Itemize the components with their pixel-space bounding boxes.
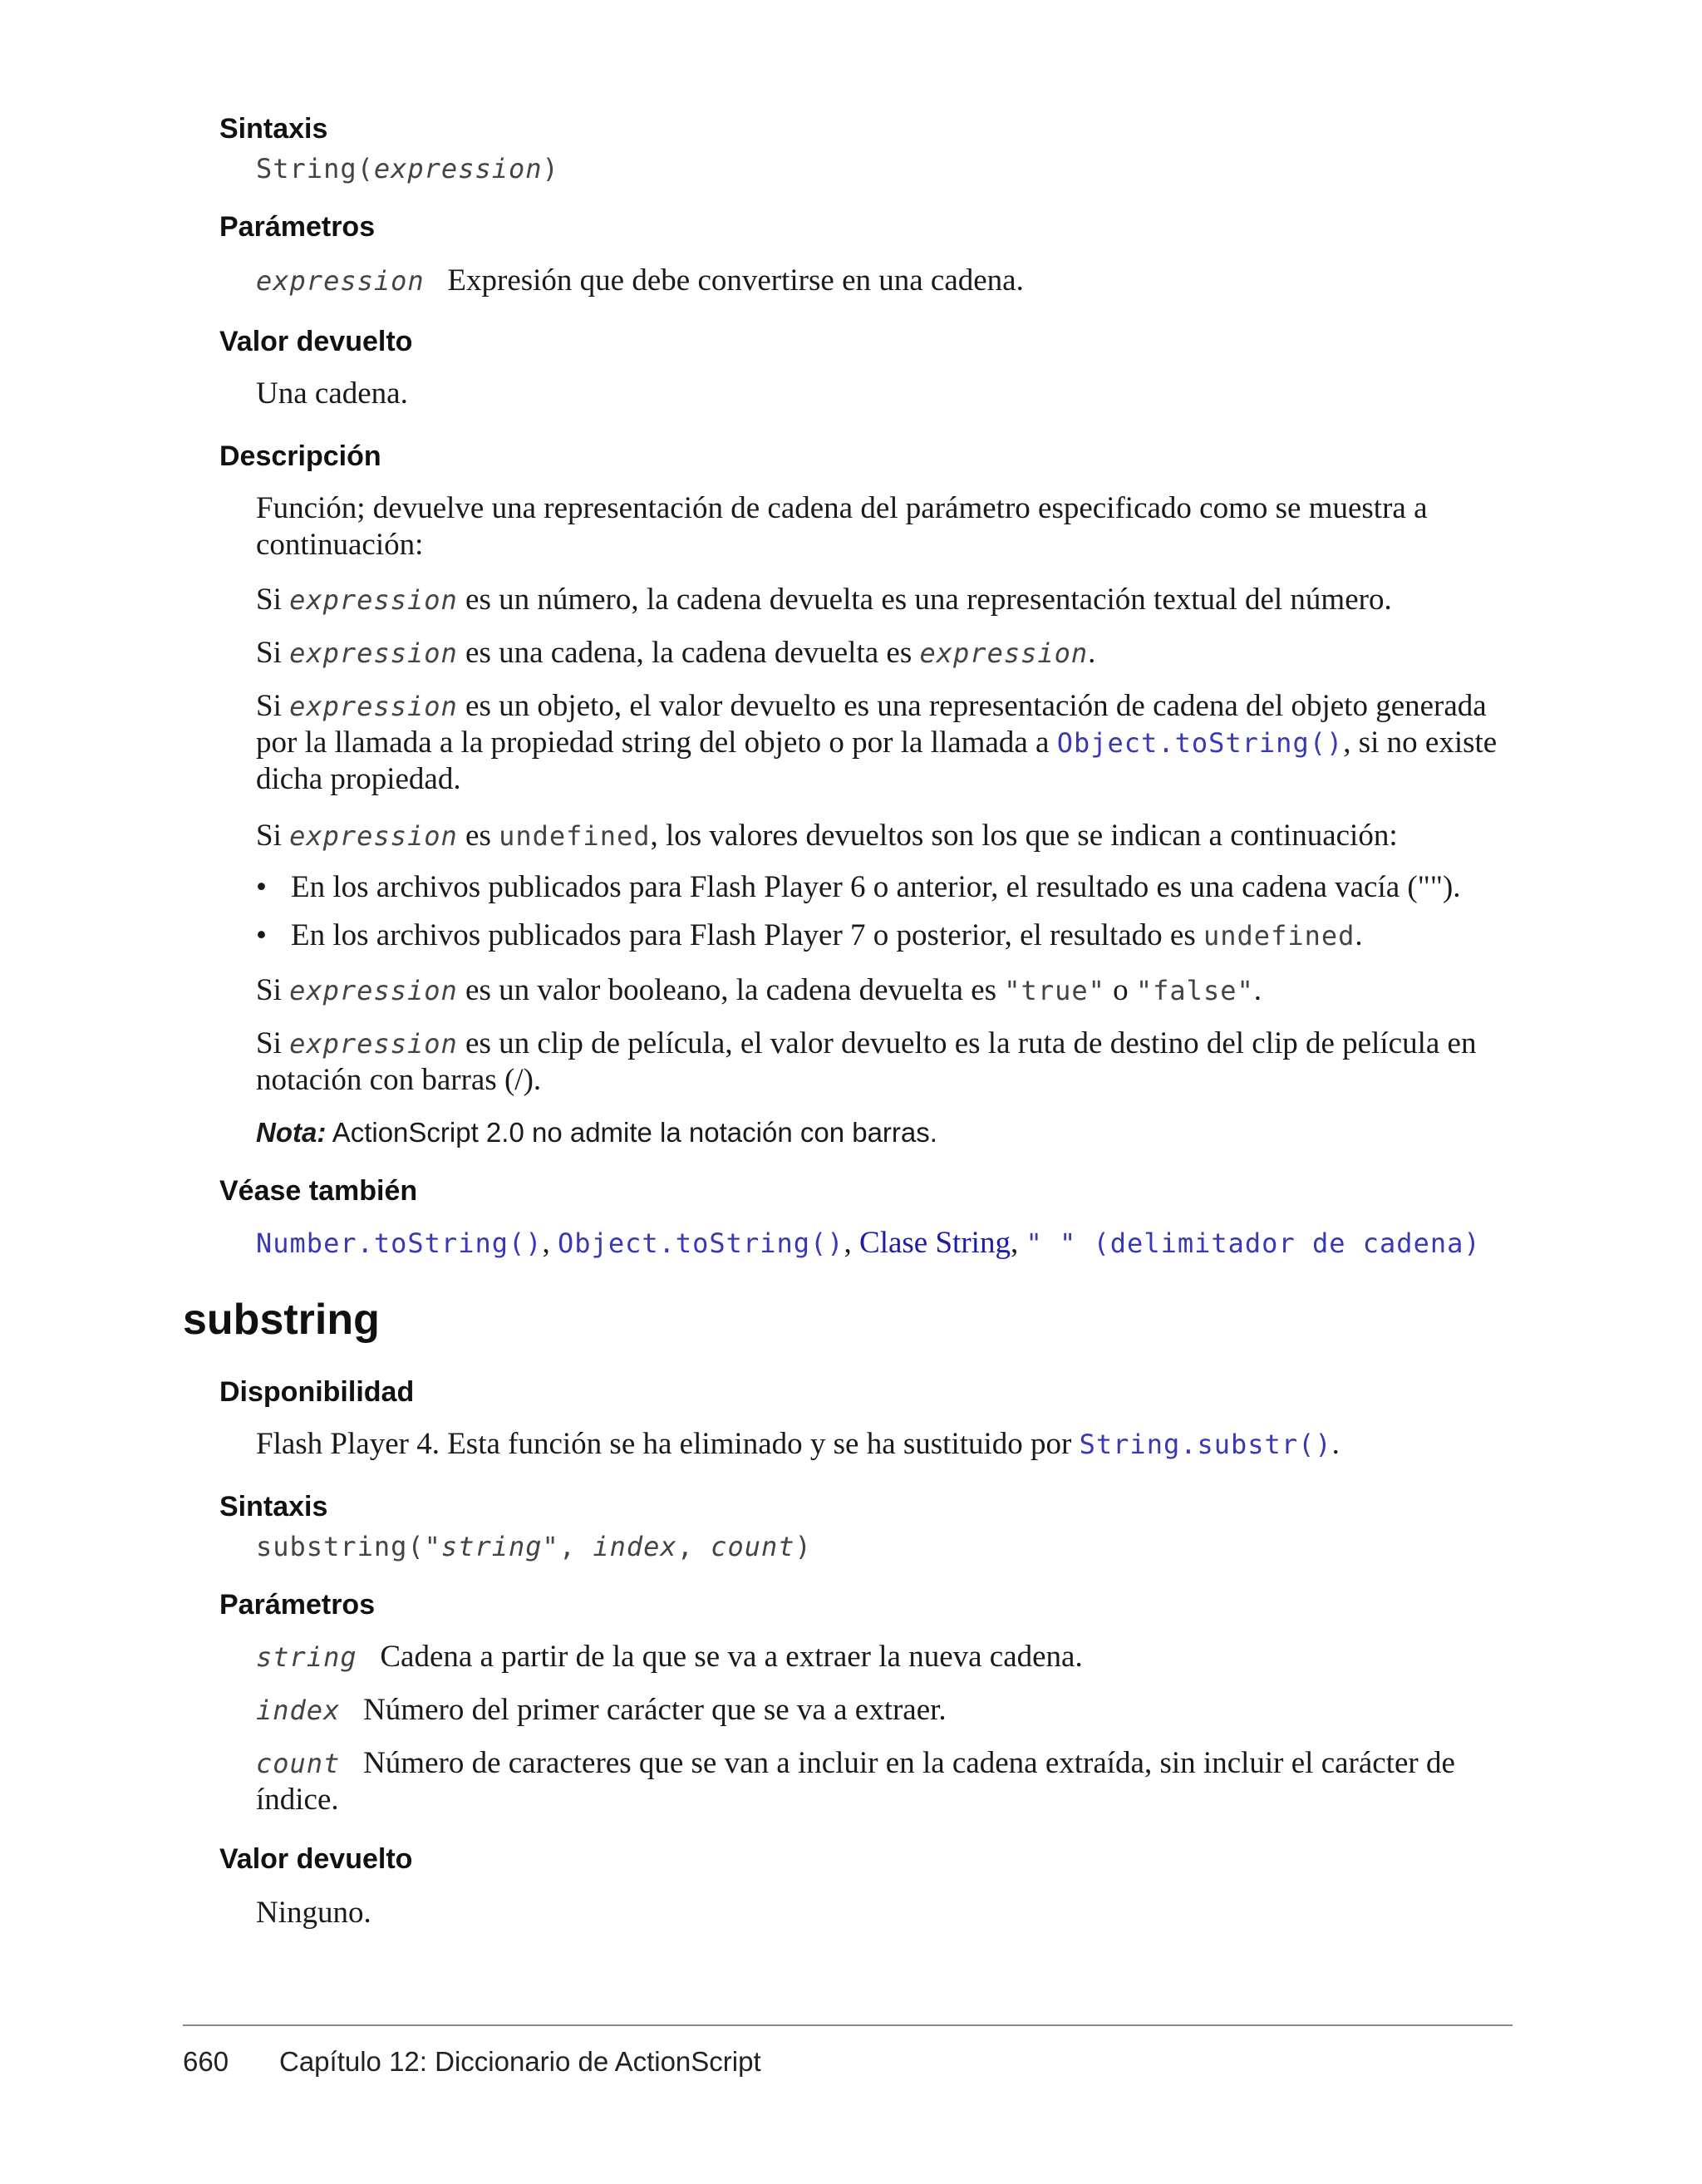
- syntax-heading: Sintaxis: [219, 1491, 328, 1522]
- note-label: Nota:: [256, 1117, 327, 1148]
- syntax-code: String(expression): [256, 153, 559, 184]
- description-heading: Descripción: [219, 440, 381, 472]
- object-tostring-link[interactable]: Object.toString(): [1056, 727, 1344, 759]
- object-tostring-link[interactable]: Object.toString(): [558, 1227, 844, 1259]
- returns-text: Ninguno.: [256, 1896, 371, 1930]
- bullet-icon: •: [256, 870, 267, 904]
- syntax-code: substring("string", index, count): [256, 1531, 812, 1562]
- param-row: expression Expresión que debe convertirse en una cadena.: [256, 263, 1024, 298]
- availability-text: Flash Player 4. Esta función se ha eliminado y se ha sustituido por String.substr().: [256, 1427, 1340, 1461]
- returns-heading: Valor devuelto: [219, 1843, 413, 1875]
- footer-rule: [183, 2024, 1513, 2026]
- availability-heading: Disponibilidad: [219, 1376, 415, 1408]
- string-substr-link[interactable]: String.substr(): [1079, 1429, 1332, 1460]
- bullet-item-2: • En los archivos publicados para Flash Player 7 o posterior, el resultado es undefined.: [256, 918, 1363, 952]
- params-heading: Parámetros: [219, 211, 376, 243]
- param-row-count: count Número de caracteres que se van a incluir en la cadena extraída, sin incluir el carácter de índice.: [256, 1746, 1455, 1817]
- case-boolean: Si expression es un valor booleano, la cadena devuelta es "true" o "false".: [256, 973, 1262, 1007]
- chapter-title: Capítulo 12: Diccionario de ActionScript: [279, 2046, 761, 2077]
- param-name: string: [256, 1641, 357, 1673]
- returns-text: Una cadena.: [256, 376, 408, 411]
- param-name: index: [256, 1695, 341, 1726]
- case-clip: Si expression es un clip de película, el valor devuelto es la ruta de destino del clip de película en notación con barras (/).: [256, 1026, 1477, 1097]
- page-number: 660: [183, 2046, 229, 2077]
- number-tostring-link[interactable]: Number.toString(): [256, 1227, 543, 1259]
- string-class-link[interactable]: Clase String: [859, 1226, 1011, 1260]
- see-also-links: Number.toString(), Object.toString(), Clase String, " " (delimitador de cadena): [256, 1226, 1481, 1260]
- string-delimiter-link[interactable]: " " (delimitador de cadena): [1026, 1227, 1481, 1259]
- bullet-item-1: • En los archivos publicados para Flash Player 6 o anterior, el resultado es una cadena vacía ("").: [256, 870, 1461, 904]
- note: Nota: ActionScript 2.0 no admite la notación con barras.: [256, 1117, 937, 1148]
- see-also-heading: Véase también: [219, 1175, 418, 1207]
- case-number: Si expression es un número, la cadena devuelta es una representación textual del número.: [256, 583, 1392, 617]
- description-intro: Función; devuelve una representación de cadena del parámetro especificado como se muestra a continuación:: [256, 491, 1428, 562]
- syntax-heading: Sintaxis: [219, 113, 328, 145]
- returns-heading: Valor devuelto: [219, 326, 413, 357]
- params-heading: Parámetros: [219, 1589, 376, 1621]
- case-object: Si expression es un objeto, el valor devuelto es una representación de cadena del objeto generada por la llamada a la propiedad string del objeto o por la llamada a Object.toString(), si no existe dicha propiedad.: [256, 689, 1498, 796]
- param-row-string: string Cadena a partir de la que se va a extraer la nueva cadena.: [256, 1640, 1083, 1674]
- param-name: count: [256, 1748, 341, 1779]
- param-row-index: index Número del primer carácter que se va a extraer.: [256, 1693, 947, 1727]
- bullet-icon: •: [256, 918, 267, 952]
- param-name: expression: [256, 265, 425, 297]
- entry-title: substring: [183, 1296, 380, 1344]
- case-undefined: Si expression es undefined, los valores devueltos son los que se indican a continuación:: [256, 819, 1398, 853]
- case-string: Si expression es una cadena, la cadena devuelta es expression.: [256, 636, 1096, 670]
